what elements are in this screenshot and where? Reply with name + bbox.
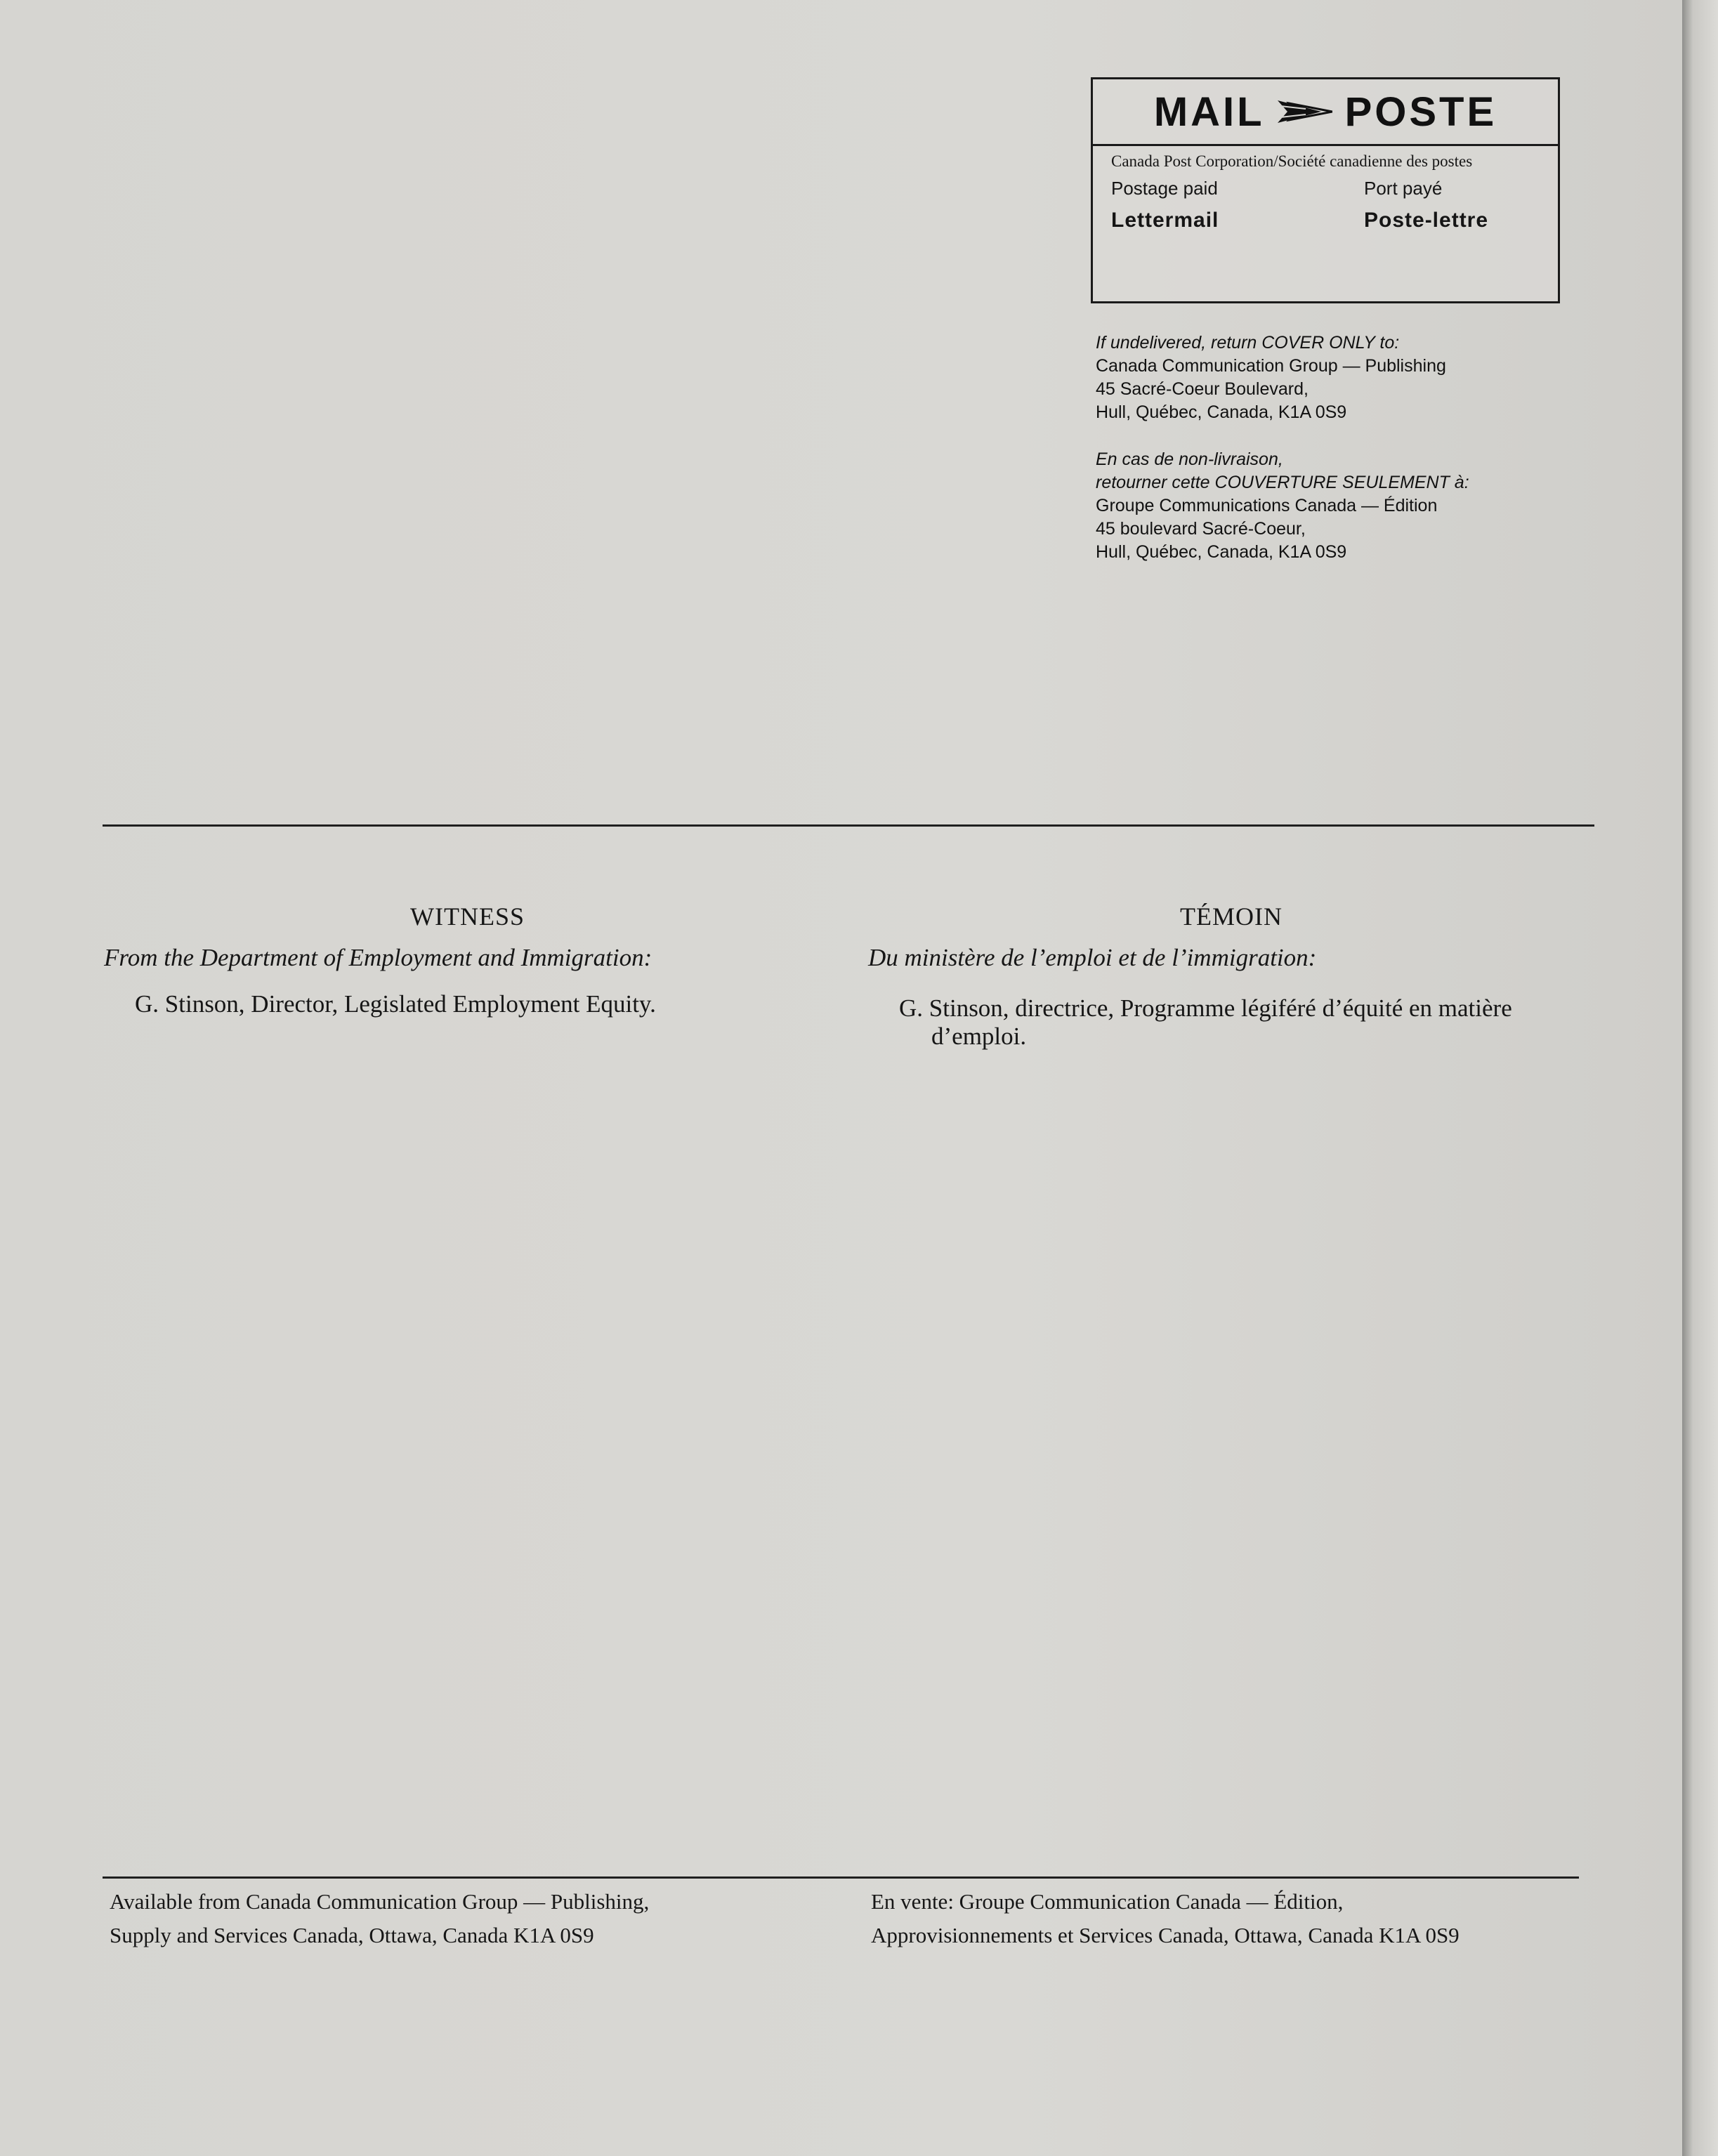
return-street-en: 45 Sacré-Coeur Boulevard, (1096, 379, 1309, 399)
return-address-fr (1096, 448, 1469, 564)
department-fr: Du ministère de l’emploi et de l’immigration: (868, 944, 1317, 971)
witness-person-fr-line2: d’emploi. (931, 1023, 1027, 1050)
corporation-name: Canada Post Corporation/Société canadienne des postes (1111, 152, 1473, 170)
availability-fr-line1: En vente: Groupe Communication Canada — Édition, (871, 1889, 1344, 1914)
witness-heading-en: WITNESS (410, 902, 525, 931)
postage-paid-fr: Port payé (1364, 178, 1443, 199)
return-city-fr: Hull, Québec, Canada, K1A 0S9 (1096, 542, 1347, 562)
availability-en (110, 1885, 649, 1952)
return-instruction-en: If undelivered, return COVER ONLY to: (1096, 333, 1400, 353)
availability-fr-line2: Approvisionnements et Services Canada, Ottawa, Canada K1A 0S9 (871, 1923, 1460, 1947)
poste-word: POSTE (1344, 88, 1497, 135)
postage-paid-en: Postage paid (1111, 178, 1218, 199)
bleed-through-left (98, 253, 822, 871)
availability-en-line1: Available from Canada Communication Group — Publishing, (110, 1889, 650, 1914)
witness-person-fr (899, 994, 1512, 1051)
return-org-fr: Groupe Communications Canada — Édition (1096, 496, 1438, 515)
witness-heading-fr: TÉMOIN (1180, 902, 1283, 931)
department-en: From the Department of Employment and Immigration: (104, 944, 653, 971)
mail-word: MAIL (1153, 88, 1265, 135)
witness-person-en: G. Stinson, Director, Legislated Employment Equity. (135, 990, 656, 1018)
section-divider-top (103, 824, 1594, 827)
postage-indicia (1091, 77, 1560, 303)
poste-lettre-label: Poste-lettre (1364, 209, 1489, 232)
lettermail-label: Lettermail (1111, 209, 1219, 232)
facing-page-edge (1682, 0, 1718, 2156)
availability-fr (871, 1885, 1460, 1952)
return-city-en: Hull, Québec, Canada, K1A 0S9 (1096, 402, 1347, 422)
section-divider-bottom (103, 1876, 1579, 1879)
return-instruction-fr-2: retourner cette COUVERTURE SEULEMENT à: (1096, 473, 1469, 492)
return-street-fr: 45 boulevard Sacré-Coeur, (1096, 519, 1306, 539)
return-address-en (1096, 331, 1446, 424)
arrow-icon (1278, 98, 1332, 126)
return-instruction-fr-1: En cas de non-livraison, (1096, 449, 1283, 469)
mail-poste-logo (1093, 79, 1558, 146)
return-org-en: Canada Communication Group — Publishing (1096, 356, 1446, 376)
witness-person-fr-line1: G. Stinson, directrice, Programme légiféré d’équité en matière (899, 994, 1512, 1022)
availability-en-line2: Supply and Services Canada, Ottawa, Canada K1A 0S9 (110, 1923, 594, 1947)
